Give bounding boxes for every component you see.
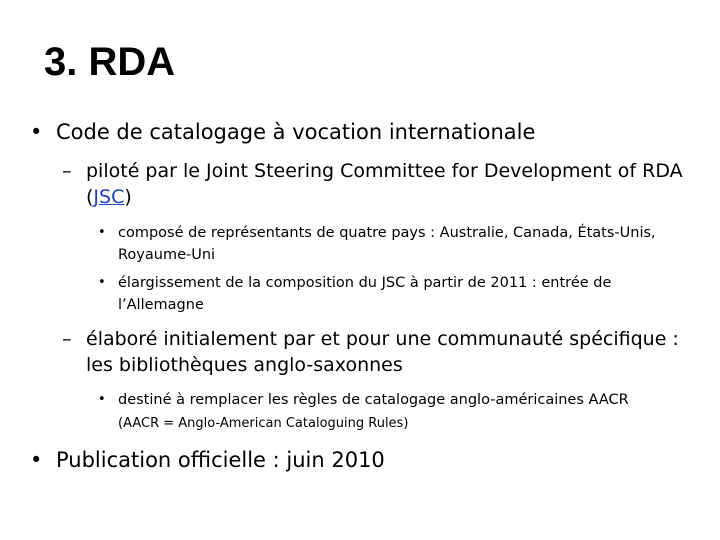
bullet-marker: • bbox=[98, 392, 106, 407]
list-item-text: élargissement de la composition du JSC à partir de 2011 : entrée de l’Allemagne bbox=[118, 275, 612, 313]
aacr-note: (AACR = Anglo-American Cataloguing Rules) bbox=[118, 416, 409, 431]
sub-bullet-elabore bbox=[62, 326, 684, 378]
list-item-composition bbox=[98, 222, 698, 266]
sub-bullet-text-part: ) bbox=[124, 186, 132, 208]
jsc-link[interactable]: JSC bbox=[93, 186, 125, 208]
bullet-marker: • bbox=[98, 275, 106, 290]
list-item-elargissement bbox=[98, 272, 698, 316]
bullet-text: Publication officielle : juin 2010 bbox=[56, 448, 385, 472]
bullet-text: Code de catalogage à vocation internationale bbox=[56, 120, 536, 144]
dash-marker: – bbox=[62, 328, 72, 350]
sub-bullet-text: élaboré initialement par et pour une communauté spécifique : les bibliothèques anglo-saxonnes bbox=[86, 328, 679, 376]
bullet-marker: • bbox=[30, 120, 43, 144]
bullet-code-catalogage bbox=[30, 118, 690, 146]
bullet-marker: • bbox=[30, 448, 43, 472]
bullet-publication bbox=[30, 446, 690, 474]
dash-marker: – bbox=[62, 160, 72, 182]
list-item-text: destiné à remplacer les règles de catalogage anglo-américaines AACR bbox=[118, 392, 629, 408]
list-item-text: composé de représentants de quatre pays : Australie, Canada, États-Unis, Royaume-Uni bbox=[118, 225, 656, 263]
bullet-marker: • bbox=[98, 225, 106, 240]
list-item-destine bbox=[98, 389, 698, 411]
sub-bullet-text bbox=[86, 158, 684, 210]
sub-bullet-text-part: piloté par le Joint Steering Committee for Development of RDA ( bbox=[86, 160, 683, 208]
sub-bullet-pilote bbox=[62, 158, 684, 210]
slide-title: 3. RDA bbox=[44, 40, 176, 84]
